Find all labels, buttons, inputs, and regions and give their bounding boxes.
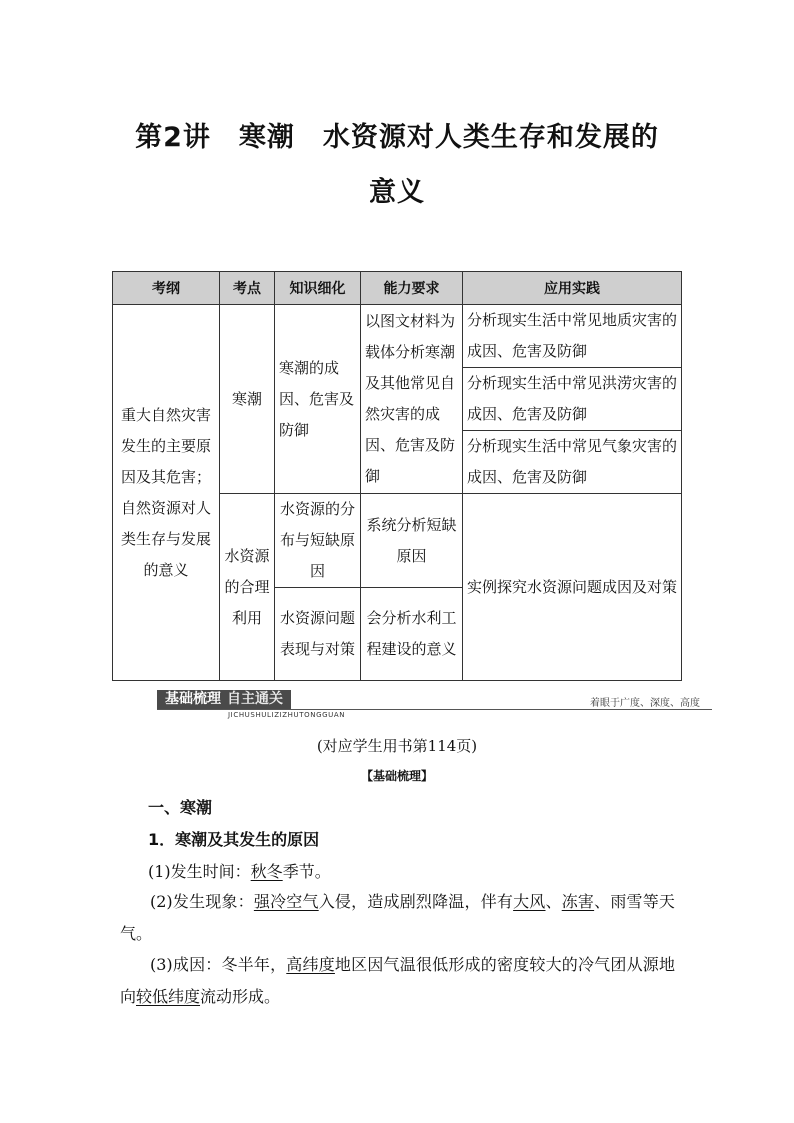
cell-kaodian-water: 水资源的合理利用 [220, 494, 275, 681]
answer-gale: 大风 [513, 892, 546, 911]
cell-yingyong-water: 实例探究水资源问题成因及对策 [463, 494, 682, 681]
paragraph-time [148, 856, 703, 888]
p2-suffix: 、雨雪等天气。 [120, 892, 675, 943]
book-reference: (对应学生用书第114页) [316, 737, 478, 755]
answer-lower-latitude: 较低纬度 [136, 987, 201, 1006]
banner-pinyin: JICHUSHULIZIZHUTONGGUAN [228, 711, 346, 719]
banner-label [157, 690, 291, 709]
header-nengli: 能力要求 [361, 272, 463, 305]
p3-suffix: 流动形成。 [200, 987, 281, 1006]
paragraph-cause [120, 949, 675, 1013]
header-kaodian: 考点 [220, 272, 275, 305]
cell-yingyong-1: 分析现实生活中常见地质灾害的成因、危害及防御 [463, 305, 682, 368]
page-title-line-2: 意义 [369, 177, 425, 208]
title-topic-1: 寒潮 [238, 122, 295, 153]
section-banner [112, 687, 712, 719]
p1-prefix: (1)发生时间： [148, 862, 251, 881]
answer-high-latitude: 高纬度 [286, 955, 335, 974]
page-title [0, 115, 794, 154]
table-header-row [113, 272, 682, 305]
syllabus-table [112, 271, 682, 681]
cell-zhishi-water-1: 水资源的分布与短缺原因 [275, 494, 361, 588]
cell-nengli-water-2: 会分析水利工程建设的意义 [361, 588, 463, 681]
banner-slogan: 着眼于广度、深度、高度 [590, 698, 700, 709]
banner-rule [157, 709, 712, 710]
cell-yingyong-2: 分析现实生活中常见洪涝灾害的成因、危害及防御 [463, 368, 682, 431]
cell-nengli-water-1: 系统分析短缺原因 [361, 494, 463, 588]
cell-kaogang: 重大自然灾害发生的主要原因及其危害；自然资源对人类生存与发展的意义 [113, 305, 220, 681]
cell-kaodian-hanchao: 寒潮 [220, 305, 275, 494]
cell-zhishi-water-2: 水资源问题表现与对策 [275, 588, 361, 681]
header-yingyong: 应用实践 [463, 272, 682, 305]
cell-yingyong-3: 分析现实生活中常见气象灾害的成因、危害及防御 [463, 431, 682, 494]
section-tag: 【基础梳理】 [360, 769, 433, 783]
p1-suffix: 季节。 [282, 862, 331, 881]
cell-nengli-hanchao: 以图文材料为载体分析寒潮及其他常见自然灾害的成因、危害及防御 [361, 305, 463, 494]
p3-prefix: (3)成因：冬半年， [150, 955, 287, 974]
section-heading: 一、寒潮 [148, 798, 213, 817]
p3-mid: 地区因气温很低形成的密度较大的冷气团从源地向 [120, 955, 675, 1006]
answer-frost: 冻害 [561, 892, 595, 911]
paragraph-phenomena [120, 886, 675, 950]
answer-autumn-winter: 秋冬 [250, 862, 283, 881]
p2-mid: 入侵，造成剧烈降温，伴有 [318, 892, 514, 911]
header-zhishi: 知识细化 [275, 272, 361, 305]
banner-main-text: 基础梳理 [165, 691, 221, 707]
title-topic-2: 水资源对人类生存和发展的 [322, 122, 659, 153]
table-row [113, 305, 682, 368]
p2-prefix: (2)发生现象： [150, 892, 254, 911]
header-kaogang: 考纲 [113, 272, 220, 305]
answer-cold-air: 强冷空气 [253, 892, 319, 911]
cell-zhishi-hanchao: 寒潮的成因、危害及防御 [275, 305, 361, 494]
lesson-number: 第2讲 [135, 122, 211, 153]
banner-sub-text: 自主通关 [227, 691, 283, 707]
p2-sep: 、 [545, 892, 562, 911]
subsection-heading: 1．寒潮及其发生的原因 [148, 830, 320, 849]
